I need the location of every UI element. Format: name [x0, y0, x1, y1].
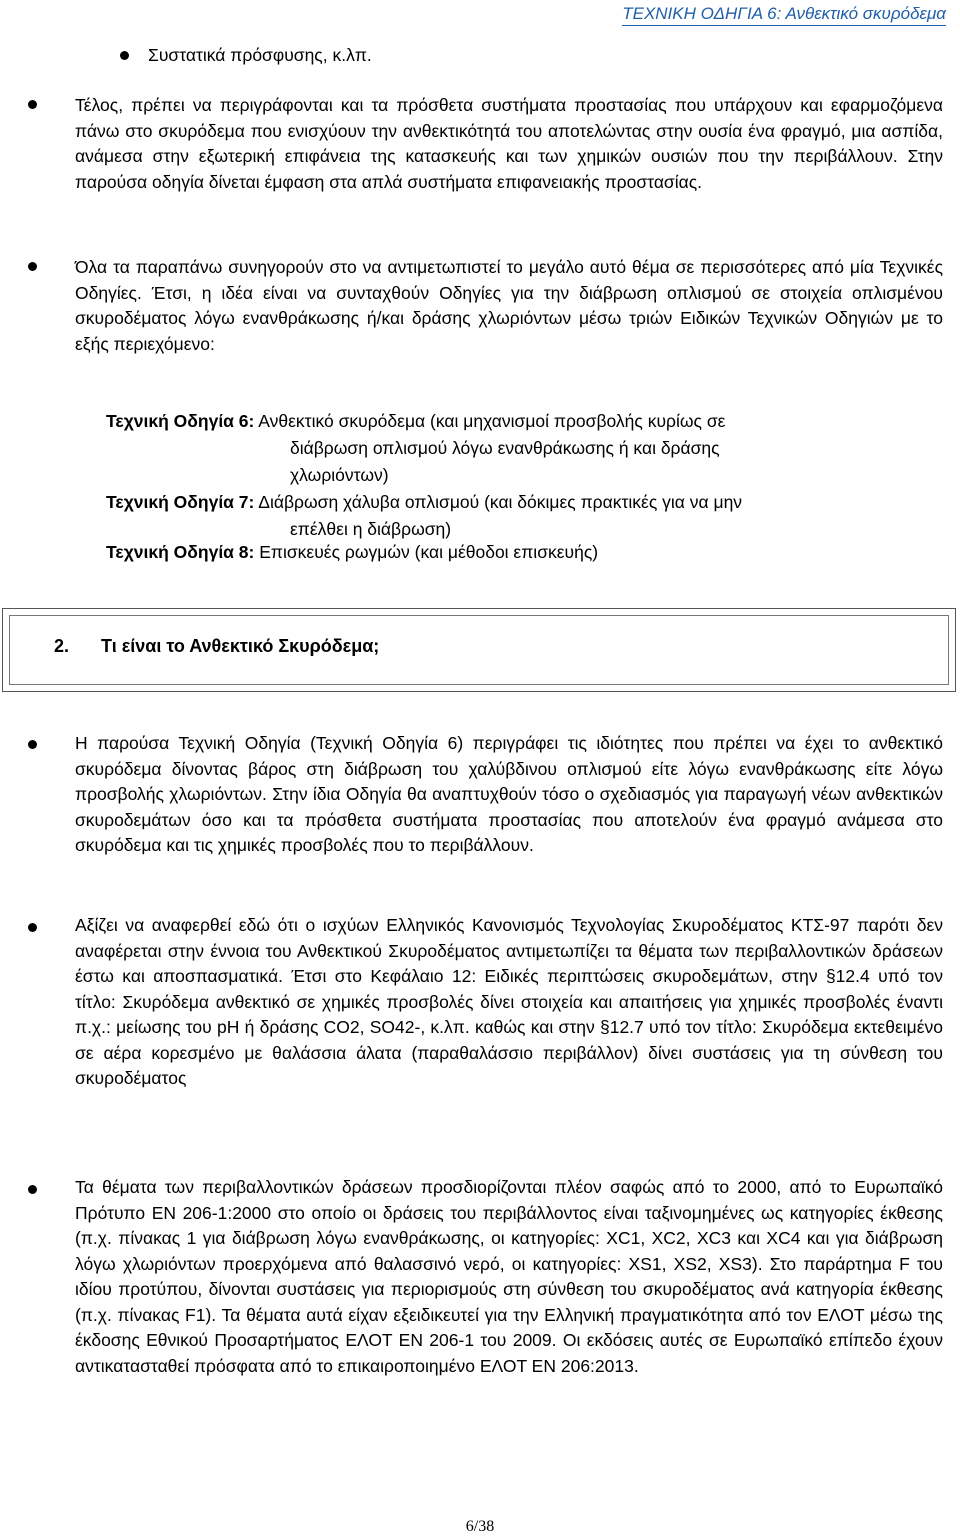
- bullet-marker: [28, 923, 37, 932]
- bullet-marker: [28, 1185, 37, 1194]
- paragraph-guides-intro: Όλα τα παραπάνω συνηγορούν στο να αντιμετωπιστεί το μεγάλο αυτό θέμα σε περισσότερες από μία Τεχνικές Οδηγίες. Έτσι, η ιδέα είναι να συνταχθούν Οδηγίες για την διάβρωση οπλισμού σε στοιχεία οπλισμένου σκυροδέματος λόγω ενανθράκωσης ή/και δράσης χλωριόντων μέσω τριών Ειδικών Τεχνικών Οδηγιών με το εξής περιεχόμενο:: [75, 257, 943, 354]
- guide-text: Διάβρωση χάλυβα οπλισμού (και δόκιμες πρακτικές για να μην: [258, 492, 743, 512]
- section-number: 2.: [54, 636, 70, 656]
- guide-text: Επισκευές ρωγμών (και μέθοδοι επισκευής): [259, 542, 599, 562]
- bullet-marker: [28, 740, 37, 749]
- section-title-text: Τι είναι το Ανθεκτικό Σκυρόδεμα;: [101, 636, 380, 656]
- guide-continuation: επέλθει η διάβρωση): [290, 519, 452, 539]
- guide-label: Τεχνική Οδηγία 6:: [106, 411, 255, 431]
- running-header: ΤΕΧΝΙΚΗ ΟΔΗΓΙΑ 6: Ανθεκτικό σκυρόδεμα: [622, 4, 946, 26]
- guide-item-8: [106, 539, 946, 566]
- guide-text: Ανθεκτικό σκυρόδεμα (και μηχανισμοί προσβολής κυρίως σε: [258, 411, 726, 431]
- paragraph-protection-systems: Τέλος, πρέπει να περιγράφονται και τα πρόσθετα συστήματα προστασίας που υπάρχουν και εφαρμοζόμενα πάνω στο σκυρόδεμα που ενισχύουν την ανθεκτικότητά του αποτελώντας στην ουσία ένα φραγμό, μια ασπίδα, ανάμεσα στην εξωτερική επιφάνεια της κατασκευής και των χημικών ουσιών που την περιβάλλουν. Στην παρούσα οδηγία δίνεται έμφαση στα απλά συστήματα επιφανειακής προστασίας.: [75, 95, 943, 192]
- bullet-marker: [28, 100, 37, 109]
- bullet-marker: [120, 51, 129, 60]
- paragraph-guide-description: Η παρούσα Τεχνική Οδηγία (Τεχνική Οδηγία 6) περιγράφει τις ιδιότητες που πρέπει να έχει το ανθεκτικό σκυρόδεμα δίνοντας βάρος στη διάβρωση του χαλύβδινου οπλισμού είτε λόγω ενανθράκωσης είτε λόγω προσβολής χλωριόντων. Στην ίδια Οδηγία θα αναπτυχθούν τόσο ο σχεδιασμός για παραγωγή νέων ανθεκτικών σκυροδεμάτων όσο και τα πρόσθετα συστήματα προστασίας που αποτελούν ένα φραγμό ανάμεσα στο σκυρόδεμα και τις χημικές προσβολές που το περιβάλλουν.: [75, 733, 943, 855]
- guide-label: Τεχνική Οδηγία 8:: [106, 542, 255, 562]
- guide-item-6: [106, 408, 946, 435]
- guide-continuation: διάβρωση οπλισμού λόγω ενανθράκωσης ή και δράσης: [290, 438, 720, 458]
- guide-item-7: [106, 489, 946, 516]
- guide-continuation: χλωριόντων): [290, 465, 389, 485]
- paragraph-en206: Τα θέματα των περιβαλλοντικών δράσεων προσδιορίζονται πλέον σαφώς από το 2000, από το Ευρωπαϊκό Πρότυπο EN 206-1:2000 στο οποίο οι δράσεις του περιβάλλοντος είναι ταξινομημένες ως κατηγορίες έκθεσης (π.χ. πίνακας 1 για διάβρωση λόγω ενανθράκωσης, οι κατηγορίες: XC1, XC2, XC3 και XC4 και για διάβρωση λόγω χλωριόντων προερχόμενα από θαλασσινό νερό, οι κατηγορίες: XS1, XS2, XS3). Στο παράρτημα F του ιδίου προτύπου, δίνονται συστάσεις για περιορισμούς στη σύνθεση του σκυροδέματος ανά κατηγορία έκθεσης (π.χ. πίνακας F1). Τα θέματα αυτά είχαν εξειδικευτεί για την Ελληνική πραγματικότητα από τον ΕΛΟΤ μέσω της έκδοσης Εθνικού Προσαρτήματος ΕΛΟΤ ΕΝ 206-1 του 2009. Οι εκδόσεις αυτές σε Ευρωπαϊκό επίπεδο έχουν αντικατασταθεί πρόσφατα από το επικαιροποιημένο ΕΛΟΤ ΕΝ 206:2013.: [75, 1177, 943, 1376]
- bullet-marker: [28, 262, 37, 271]
- guide-label: Τεχνική Οδηγία 7:: [106, 492, 255, 512]
- section-heading: [54, 636, 379, 657]
- page-number: 6/38: [465, 1518, 495, 1535]
- paragraph-kts97: Αξίζει να αναφερθεί εδώ ότι ο ισχύων Ελληνικός Κανονισμός Τεχνολογίας Σκυροδέματος ΚΤΣ-97 παρότι δεν αναφέρεται στην έννοια του Ανθεκτικού Σκυροδέματος αντιμετωπίζει τα θέματα των περιβαλλοντικών δράσεων έστω και αποσπασματικά. Έτσι στο Κεφάλαιο 12: Ειδικές περιπτώσεις σκυροδεμάτων, στην §12.4 υπό τον τίτλο: Σκυρόδεμα ανθεκτικό σε χημικές προσβολές δίνει στοιχεία και απαιτήσεις για χημικές προσβολές έναντι π.χ.: μείωσης του pH ή δράσης CO2, SO42-, κ.λπ. καθώς και στην §12.7 υπό τον τίτλο: Σκυρόδεμα εκτεθειμένο σε αέρα κορεσμένο με θαλάσσια άλατα (παραθαλάσσιο περιβάλλον) δίνει συστάσεις για τη σύνθεση του σκυροδέματος: [75, 915, 943, 1088]
- list-item: Συστατικά πρόσφυσης, κ.λπ.: [148, 45, 372, 65]
